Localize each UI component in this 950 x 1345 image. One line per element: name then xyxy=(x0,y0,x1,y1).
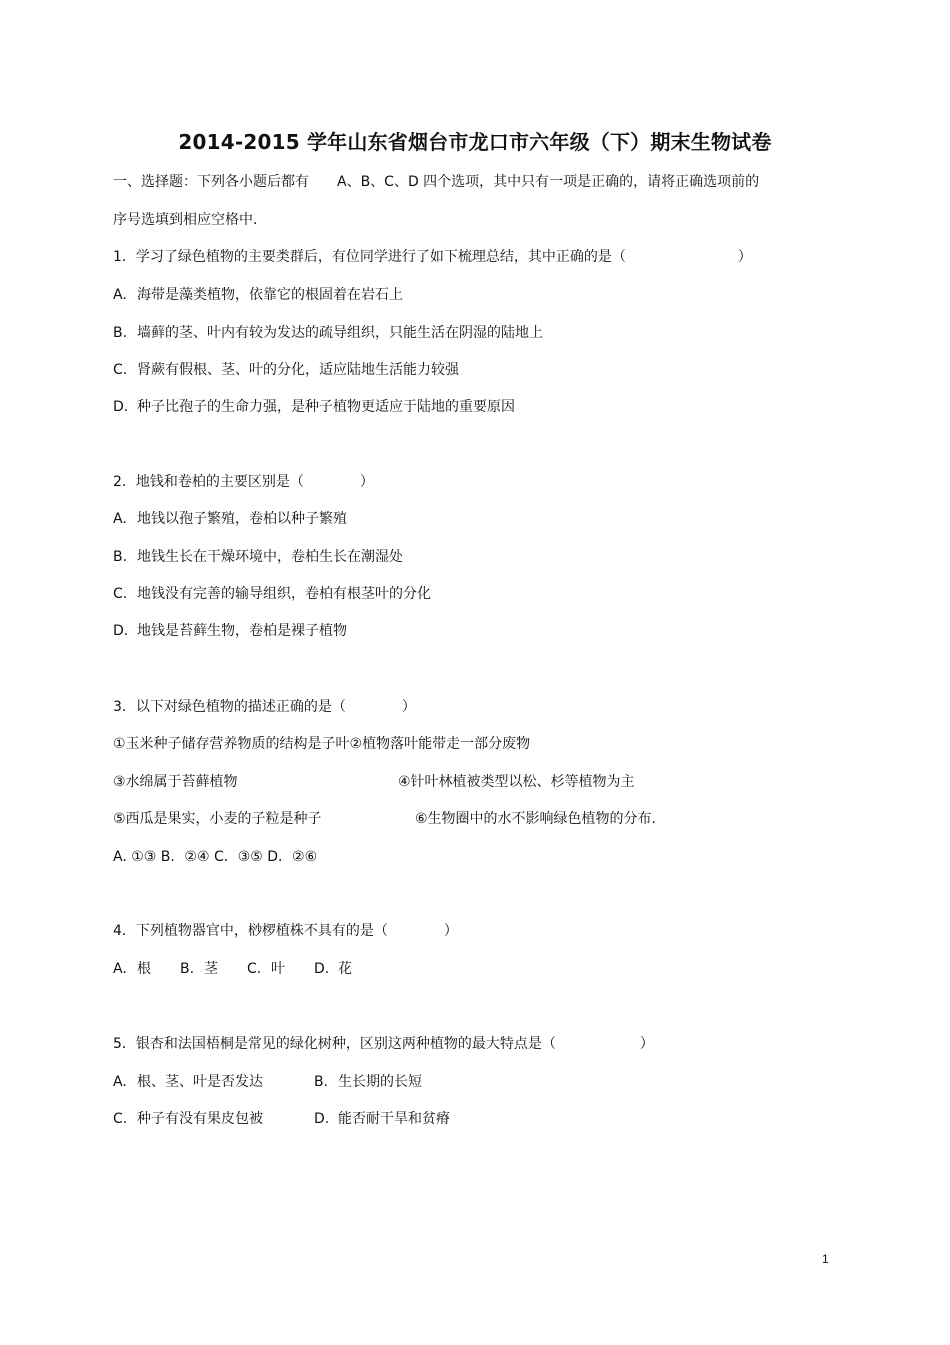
question-1-stem: 1．学习了绿色植物的主要类群后，有位同学进行了如下梳理总结，其中正确的是（ ） xyxy=(113,249,752,265)
question-5-option-c xyxy=(113,1109,263,1129)
option-letter: A. xyxy=(113,961,127,977)
question-2-option-b xyxy=(113,547,403,567)
question-2-option-d xyxy=(113,621,347,641)
question-3-statement-5: ⑤西瓜是果实，小麦的子粒是种子 xyxy=(113,811,322,827)
question-3-statement-4: ④针叶林植被类型以松、杉等植物为主 xyxy=(398,774,635,790)
option-letter: D. xyxy=(113,399,129,415)
option-text: 地钱是苔藓生物，卷柏是裸子植物 xyxy=(137,623,347,639)
option-letter: B. xyxy=(113,325,128,341)
option-letter: C. xyxy=(247,961,262,977)
question-3-statement-6: ⑥生物圈中的水不影响绿色植物的分布. xyxy=(415,811,656,827)
question-4-option-a xyxy=(113,959,151,979)
question-2-option-a xyxy=(113,509,347,529)
option-text: 根、茎、叶是否发达 xyxy=(137,1074,263,1090)
question-3-answers: A. ①③ B．②④ C．③⑤ D．②⑥ xyxy=(113,849,318,865)
option-text: 墙藓的茎、叶内有较为发达的疏导组织，只能生活在阴湿的陆地上 xyxy=(137,325,543,341)
question-4-option-c xyxy=(247,959,285,979)
question-4-stem: 4．下列植物器官中，桫椤植株不具有的是（ ） xyxy=(113,923,458,939)
question-5-option-b xyxy=(314,1072,422,1092)
page-title: 2014-2015 学年山东省烟台市龙口市六年级（下）期末生物试卷 xyxy=(178,130,772,154)
option-letter: B. xyxy=(113,549,128,565)
option-letter: C. xyxy=(113,362,128,378)
question-1-option-b xyxy=(113,323,543,343)
option-text: 茎 xyxy=(204,961,218,977)
option-text: 海带是藻类植物，依靠它的根固着在岩石上 xyxy=(137,287,403,303)
question-2-stem: 2．地钱和卷柏的主要区别是（ ） xyxy=(113,474,374,490)
option-letter: D. xyxy=(113,623,129,639)
option-text: 种子比孢子的生命力强，是种子植物更适应于陆地的重要原因 xyxy=(137,399,515,415)
question-5-option-d xyxy=(314,1109,450,1129)
option-letter: D. xyxy=(314,1111,330,1127)
option-text: 叶 xyxy=(271,961,285,977)
instructions-line-1: 一、选择题：下列各小题后都有 A、B、C、D 四个选项，其中只有一项是正确的，请将正确选项前的 xyxy=(113,174,760,190)
option-letter: B. xyxy=(180,961,195,977)
instructions-line-2: 序号选填到相应空格中. xyxy=(113,212,258,228)
option-letter: D. xyxy=(314,961,330,977)
question-2-option-c xyxy=(113,584,431,604)
question-3-statements-row-1: ①玉米种子储存营养物质的结构是子叶②植物落叶能带走一部分废物 xyxy=(113,736,531,752)
option-text: 地钱没有完善的输导组织，卷柏有根茎叶的分化 xyxy=(137,586,431,602)
option-text: 地钱生长在干燥环境中，卷柏生长在潮湿处 xyxy=(137,549,403,565)
option-text: 花 xyxy=(338,961,352,977)
option-text: 能否耐干旱和贫瘠 xyxy=(338,1111,450,1127)
option-letter: A. xyxy=(113,511,127,527)
option-letter: C. xyxy=(113,586,128,602)
question-3-statement-3: ③水绵属于苔藓植物 xyxy=(113,774,238,790)
question-1-option-a xyxy=(113,285,403,305)
option-letter: A. xyxy=(113,1074,127,1090)
option-text: 肾蕨有假根、茎、叶的分化，适应陆地生活能力较强 xyxy=(137,362,459,378)
option-letter: C. xyxy=(113,1111,128,1127)
question-5-stem: 5．银杏和法国梧桐是常见的绿化树种，区别这两种植物的最大特点是（ ） xyxy=(113,1036,654,1052)
question-1-option-c xyxy=(113,360,459,380)
question-3-stem: 3．以下对绿色植物的描述正确的是（ ） xyxy=(113,699,416,715)
question-4-option-d xyxy=(314,959,352,979)
question-5-option-a xyxy=(113,1072,263,1092)
question-4-option-b xyxy=(180,959,218,979)
option-text: 地钱以孢子繁殖，卷柏以种子繁殖 xyxy=(137,511,347,527)
question-1-option-d xyxy=(113,397,515,417)
option-letter: B. xyxy=(314,1074,329,1090)
option-text: 根 xyxy=(137,961,151,977)
option-text: 种子有没有果皮包被 xyxy=(137,1111,263,1127)
page-number: 1 xyxy=(822,1252,829,1266)
option-letter: A. xyxy=(113,287,127,303)
option-text: 生长期的长短 xyxy=(338,1074,422,1090)
